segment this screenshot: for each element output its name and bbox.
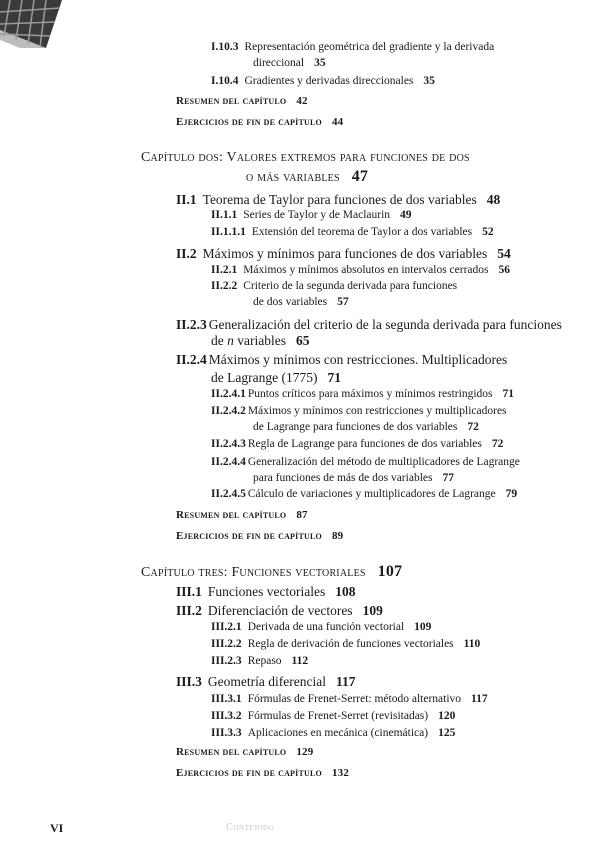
entry-title: Puntos críticos para máximos y mínimos restringidos	[247, 388, 493, 400]
entry-number: II.2.1	[211, 264, 238, 276]
entry-title: Representación geométrica del gradiente y la derivada	[244, 41, 495, 53]
entry-number: II.2.4.4	[211, 456, 246, 468]
entry-number: III.2	[176, 603, 202, 618]
page-number: 56	[498, 264, 510, 276]
exercises-label: Ejercicios de fin de capítulo	[176, 767, 322, 779]
entry-title: Fórmulas de Frenet-Serret (revisitadas)	[247, 710, 429, 722]
chapter-heading-cont[interactable]	[246, 169, 368, 185]
entry-number: III.2.1	[211, 621, 242, 633]
entry-number: II.2	[176, 246, 197, 261]
page-number: 87	[296, 509, 308, 521]
entry-number: II.2.2	[211, 280, 238, 292]
chapter-title: Capítulo dos: Valores extremos para funciones de dos	[141, 150, 470, 165]
toc-entry[interactable]	[211, 694, 488, 706]
page-number: 52	[482, 226, 494, 238]
entry-title: Criterio de la segunda derivada para funciones	[243, 280, 458, 292]
toc-section[interactable]	[176, 585, 355, 599]
page-number: 89	[331, 530, 344, 542]
page-number: 65	[295, 333, 310, 348]
entry-title: Series de Taylor y de Maclaurin	[243, 209, 391, 221]
entry-title-cont-pre: de	[211, 333, 228, 348]
toc-section[interactable]	[176, 675, 355, 689]
toc-entry[interactable]	[211, 406, 507, 418]
entry-number: II.1.1.1	[211, 226, 246, 238]
chapter-title: Capítulo tres: Funciones vectoriales	[141, 565, 366, 580]
page-number: 48	[486, 192, 501, 207]
entry-title: Geometría diferencial	[207, 674, 326, 689]
entry-title-cont: de Lagrange para funciones de dos variables	[253, 421, 458, 433]
page-number: 42	[296, 95, 308, 107]
entry-number: II.2.4.5	[211, 488, 246, 500]
entry-number: III.3	[176, 674, 202, 689]
toc-section[interactable]	[176, 247, 511, 261]
toc-entry[interactable]	[211, 76, 435, 88]
page-number: 117	[335, 674, 356, 689]
entry-number: III.2.3	[211, 655, 242, 667]
page-number: 71	[327, 370, 341, 385]
chapter-exercises[interactable]	[176, 768, 349, 779]
entry-title: Regla de Lagrange para funciones de dos variables	[247, 438, 482, 450]
page-number: 35	[314, 57, 326, 69]
page-number: 71	[502, 388, 515, 400]
page-number: 79	[505, 488, 518, 500]
toc-section-continuation[interactable]	[211, 371, 341, 385]
chapter-summary[interactable]	[176, 747, 313, 758]
toc-entry[interactable]	[211, 639, 480, 651]
toc-entry-continuation[interactable]	[253, 422, 479, 434]
page-number: 132	[331, 767, 350, 779]
entry-number: III.2.2	[211, 638, 242, 650]
page-number: 35	[423, 75, 435, 87]
entry-title: Extensión del teorema de Taylor a dos variables	[251, 226, 473, 238]
entry-number: I.10.3	[211, 41, 239, 53]
chapter-heading[interactable]	[141, 151, 470, 165]
page-number: 44	[331, 116, 344, 128]
toc-entry[interactable]	[211, 265, 510, 277]
entry-title-cont: para funciones de más de dos variables	[253, 472, 433, 484]
summary-label: Resumen del capítulo	[176, 509, 287, 521]
entry-title: Regla de derivación de funciones vectoriales	[247, 638, 454, 650]
entry-number: II.2.4	[176, 352, 207, 367]
entry-number: III.1	[176, 584, 202, 599]
toc-entry[interactable]	[211, 728, 455, 740]
entry-number: III.3.2	[211, 710, 242, 722]
page-number: 125	[438, 727, 456, 739]
entry-title: Fórmulas de Frenet-Serret: método alternativo	[247, 693, 462, 705]
toc-entry[interactable]	[211, 656, 308, 668]
page-number: 109	[414, 621, 432, 633]
page-number: 117	[471, 693, 488, 705]
toc-entry[interactable]	[211, 439, 503, 451]
toc-entry[interactable]	[211, 42, 494, 54]
page-number: 108	[335, 584, 356, 599]
toc-entry-continuation[interactable]	[253, 473, 454, 485]
entry-title: Máximos y mínimos con restricciones. Multiplicadores	[208, 352, 508, 367]
entry-title: Aplicaciones en mecánica (cinemática)	[247, 727, 429, 739]
toc-entry-continuation[interactable]	[253, 297, 349, 309]
page-number: 129	[296, 746, 314, 758]
entry-title: Máximos y mínimos para funciones de dos variables	[202, 246, 488, 261]
toc-entry[interactable]	[211, 227, 494, 239]
toc-entry[interactable]	[211, 489, 517, 501]
corner-decoration	[0, 0, 62, 48]
entry-number: III.3.1	[211, 693, 242, 705]
toc-entry[interactable]	[211, 457, 520, 469]
page-number: 54	[497, 246, 511, 261]
chapter-exercises[interactable]	[176, 531, 343, 542]
page-number: 57	[337, 296, 349, 308]
entry-number: II.2.4.1	[211, 388, 246, 400]
chapter-summary[interactable]	[176, 510, 308, 521]
variable-n: n	[227, 333, 234, 348]
entry-title: Derivada de una función vectorial	[247, 621, 405, 633]
exercises-label: Ejercicios de fin de capítulo	[176, 530, 322, 542]
entry-number: I.10.4	[211, 75, 239, 87]
entry-number: II.2.4.3	[211, 438, 246, 450]
entry-number: II.1	[176, 192, 197, 207]
summary-label: Resumen del capítulo	[176, 746, 287, 758]
entry-title: Diferenciación de vectores	[207, 603, 353, 618]
chapter-heading[interactable]	[141, 564, 402, 580]
page-number: 49	[400, 209, 412, 221]
page-number: 109	[362, 603, 383, 618]
page-number: 47	[351, 168, 369, 185]
toc-section[interactable]	[176, 353, 507, 367]
page-number: 72	[467, 421, 479, 433]
entry-title: Máximos y mínimos con restricciones y multiplicadores	[247, 405, 507, 417]
entry-number: III.3.3	[211, 727, 242, 739]
entry-title: Máximos y mínimos absolutos en intervalos cerrados	[243, 264, 489, 276]
running-title: Contenido	[226, 822, 275, 833]
page-number: 72	[491, 438, 504, 450]
page-number: 77	[442, 472, 454, 484]
folio-page-number: VI	[50, 821, 64, 835]
toc-entry[interactable]	[211, 622, 431, 634]
entry-title-cont: variables	[233, 333, 286, 348]
chapter-exercises[interactable]	[176, 117, 343, 128]
entry-title-cont: de Lagrange (1775)	[211, 370, 318, 385]
page-number: 120	[438, 710, 456, 722]
summary-label: Resumen del capítulo	[176, 95, 287, 107]
entry-title: Teorema de Taylor para funciones de dos variables	[202, 192, 477, 207]
toc-section-continuation[interactable]	[211, 334, 309, 348]
toc-section[interactable]	[176, 193, 500, 207]
toc-entry[interactable]	[211, 210, 412, 222]
toc-entry[interactable]	[211, 281, 457, 293]
entry-title: Gradientes y derivadas direccionales	[244, 75, 414, 87]
entry-title-cont: direccional	[253, 57, 305, 69]
toc-section[interactable]	[176, 604, 383, 618]
toc-section[interactable]	[176, 318, 562, 332]
entry-title-cont: de dos variables	[253, 296, 328, 308]
entry-title: Generalización del método de multiplicadores de Lagrange	[247, 456, 520, 468]
entry-title: Cálculo de variaciones y multiplicadores de Lagrange	[247, 488, 496, 500]
page-number: 110	[463, 638, 481, 650]
toc-entry-continuation[interactable]	[253, 58, 326, 70]
entry-title: Generalización del criterio de la segunda derivada para funciones	[208, 317, 562, 332]
entry-number: II.1.1	[211, 209, 238, 221]
chapter-title-cont: o más variables	[246, 170, 340, 185]
page-number: 112	[291, 655, 309, 667]
toc-entry[interactable]	[211, 711, 455, 723]
entry-title: Funciones vectoriales	[207, 584, 326, 599]
exercises-label: Ejercicios de fin de capítulo	[176, 116, 322, 128]
page-number: 107	[377, 563, 403, 580]
chapter-summary[interactable]	[176, 96, 308, 107]
entry-number: II.2.4.2	[211, 405, 246, 417]
entry-number: II.2.3	[176, 317, 207, 332]
entry-title: Repaso	[247, 655, 282, 667]
toc-entry[interactable]	[211, 389, 514, 401]
